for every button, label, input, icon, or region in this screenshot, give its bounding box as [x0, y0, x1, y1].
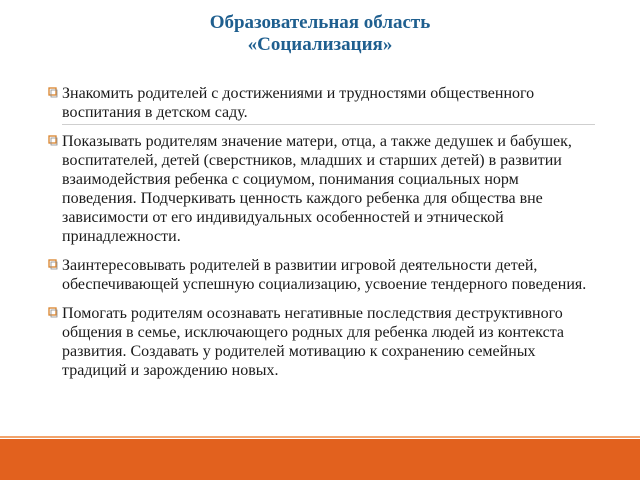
list-item [48, 256, 593, 294]
list-item [48, 132, 593, 246]
title-line-1: Образовательная область [209, 12, 431, 33]
list-item [48, 304, 593, 380]
bullet-text: Знакомить родителей с достижениями и трудностями общественного воспитания в детском саду. [62, 85, 535, 121]
footer-accent-line [0, 436, 640, 438]
bullet-text: Заинтересовывать родителей в развитии игровой деятельности детей, обеспечивающей успешную социализацию, усвоение тендерного поведения. [62, 257, 587, 293]
bullet-text: Показывать родителям значение матери, отца, а также дедушек и бабушек, воспитателей, детей (сверстников, младших и старших детей) в развитии взаимодействия ребенка с социумом, понимания социальных норм поведения. Подчеркивать ценность каждого ребенка для общества вне зависимости от его индивидуальных особенностей и этнической принадлежности. [62, 133, 572, 245]
hollow-square-bullet-icon [48, 87, 58, 98]
title-line-2: «Социализация» [247, 34, 393, 55]
bullet-text: Помогать родителям осознавать негативные последствия деструктивного общения в семье, исключающего родных для ребенка людей из контекста развития. Создавать у родителей мотивацию к сохранению семейных традиций и зарождению новых. [62, 305, 564, 379]
hollow-square-bullet-icon [48, 135, 58, 146]
list-item [48, 84, 593, 122]
slide-title [0, 12, 640, 56]
hollow-square-bullet-icon [48, 259, 58, 270]
hollow-square-bullet-icon [48, 307, 58, 318]
footer-bar [0, 439, 640, 480]
bullet-list [48, 84, 593, 380]
